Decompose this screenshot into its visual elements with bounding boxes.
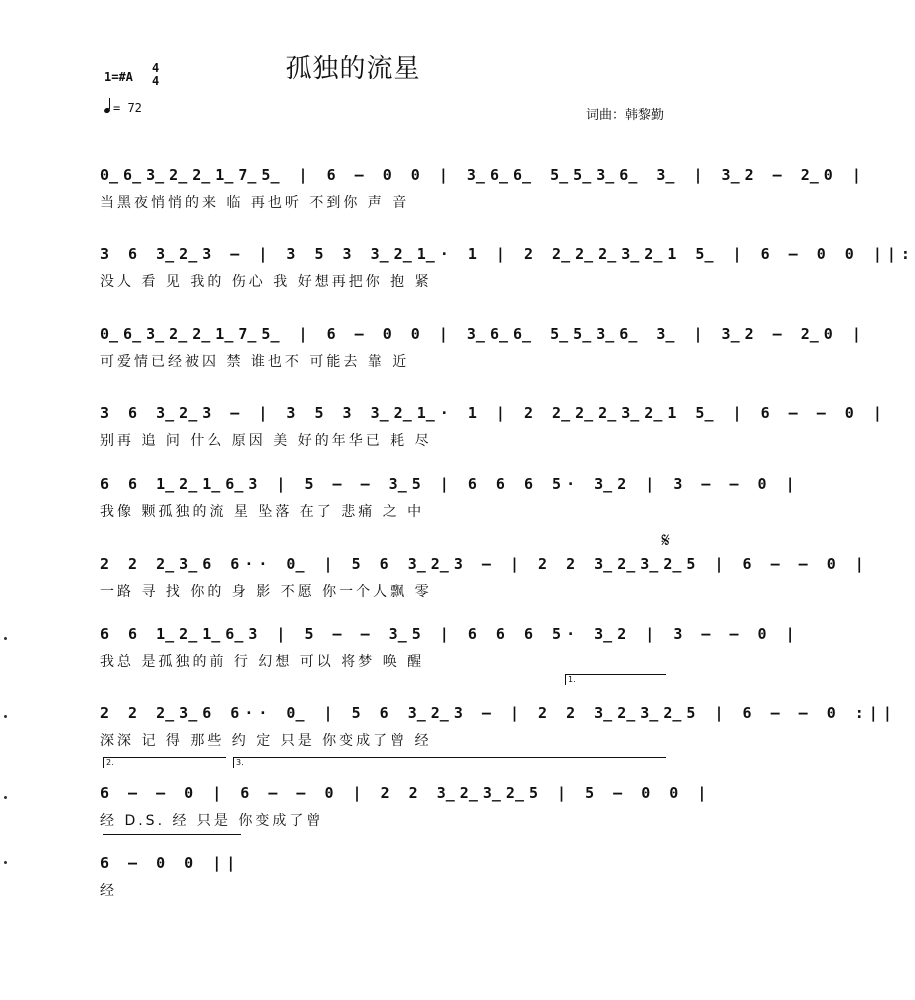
score-row-9 xyxy=(100,784,712,844)
notes-line: 3 6 3̲2̲3 – | 3 5 3 3̲2̲1̲· 1 | 2 2̲2̲2̲3̲2̲1 5̲ | 6 – – 0 | xyxy=(100,404,887,422)
notes-line: 0̲6̲3̲2̲2̲1̲7̲5̲ | 6 – 0 0 | 3̲6̲6̲ 5̲5̲3̲6̲ 3̲ | 3̲2 – 2̲0 | xyxy=(100,166,866,184)
meter-top: 4 xyxy=(152,61,160,75)
notes-line: 2 2 2̲3̲6 6·· 0̲ | 5 6 3̲2̲3 – | 2 2 3̲2̲3̲2̲5 | 6 – – 0 | xyxy=(100,555,869,573)
notes-line: 0̲6̲3̲2̲2̲1̲7̲5̲ | 6 – 0 0 | 3̲6̲6̲ 5̲5̲3̲6̲ 3̲ | 3̲2 – 2̲0 | xyxy=(100,325,866,343)
volta-2: 2. xyxy=(103,757,226,768)
volta-3: 3. xyxy=(233,757,666,768)
lyric-line: 经 xyxy=(100,883,117,899)
time-signature xyxy=(152,62,159,88)
lyric-line: 没人 看 见 我的 伤心 我 好想再把你 抱 紧 xyxy=(100,274,432,290)
tempo-value: = 72 xyxy=(113,101,142,115)
notes-line: 3 6 3̲2̲3 – | 3 5 3 3̲2̲1̲· 1 | 2 2̲2̲2̲3̲2̲1 5̲ | 6 – 0 0 ||: xyxy=(100,245,915,263)
notes-line: 6 6 1̲2̲1̲6̲3 | 5 – – 3̲5 | 6 6 6 5· 3̲2 | 3 – – 0 | xyxy=(100,475,800,493)
lyric-line: 我像 颗孤独的流 星 坠落 在了 悲痛 之 中 xyxy=(100,504,425,520)
lyric-line: 别再 追 问 什么 原因 美 好的年华已 耗 尽 xyxy=(100,433,432,449)
score-row-3 xyxy=(100,325,866,385)
margin-dot xyxy=(4,861,7,864)
credit-line: 词曲：韩黎勤 xyxy=(585,108,664,123)
page-title: 孤独的流星 xyxy=(285,54,421,84)
notes-line: 6 – 0 0 || xyxy=(100,854,241,872)
tempo-marking xyxy=(104,101,142,115)
bracket-line xyxy=(103,834,241,835)
segno-icon: 𝄋 xyxy=(661,528,670,552)
lyric-line: 可爱情已经被囚 禁 谁也不 可能去 靠 近 xyxy=(100,354,410,370)
lyric-line: 我总 是孤独的前 行 幻想 可以 将梦 唤 醒 xyxy=(100,654,425,670)
lyric-line: 深深 记 得 那些 约 定 只是 你变成了曾 经 xyxy=(100,733,432,749)
lyric-line: 当黑夜悄悄的来 临 再也听 不到你 声 音 xyxy=(100,195,410,211)
lyric-line: 经 D.S. 经 只是 你变成了曾 xyxy=(100,813,324,829)
note-stem-icon xyxy=(109,98,110,109)
margin-dot xyxy=(4,715,7,718)
score-row-6 xyxy=(100,555,869,615)
score-row-8 xyxy=(100,704,897,764)
score-row-1 xyxy=(100,166,866,226)
score-row-2 xyxy=(100,245,915,305)
margin-dot xyxy=(4,637,7,640)
margin-dot xyxy=(4,796,7,799)
volta-1: 1. xyxy=(565,674,666,685)
key-signature: 1=#A xyxy=(104,70,133,84)
meter-bottom: 4 xyxy=(152,74,160,88)
score-row-10 xyxy=(100,854,672,914)
score-row-4 xyxy=(100,404,887,464)
lyric-line: 一路 寻 找 你的 身 影 不愿 你一个人飘 零 xyxy=(100,584,432,600)
score-row-5 xyxy=(100,475,800,535)
notes-line: 6 – – 0 | 6 – – 0 | 2 2 3̲2̲3̲2̲5 | 5 – 0 0 | xyxy=(100,784,712,802)
notes-line: 2 2 2̲3̲6 6·· 0̲ | 5 6 3̲2̲3 – | 2 2 3̲2̲3̲2̲5 | 6 – – 0 :|| xyxy=(100,704,897,722)
notes-line: 6 6 1̲2̲1̲6̲3 | 5 – – 3̲5 | 6 6 6 5· 3̲2 | 3 – – 0 | xyxy=(100,625,800,643)
